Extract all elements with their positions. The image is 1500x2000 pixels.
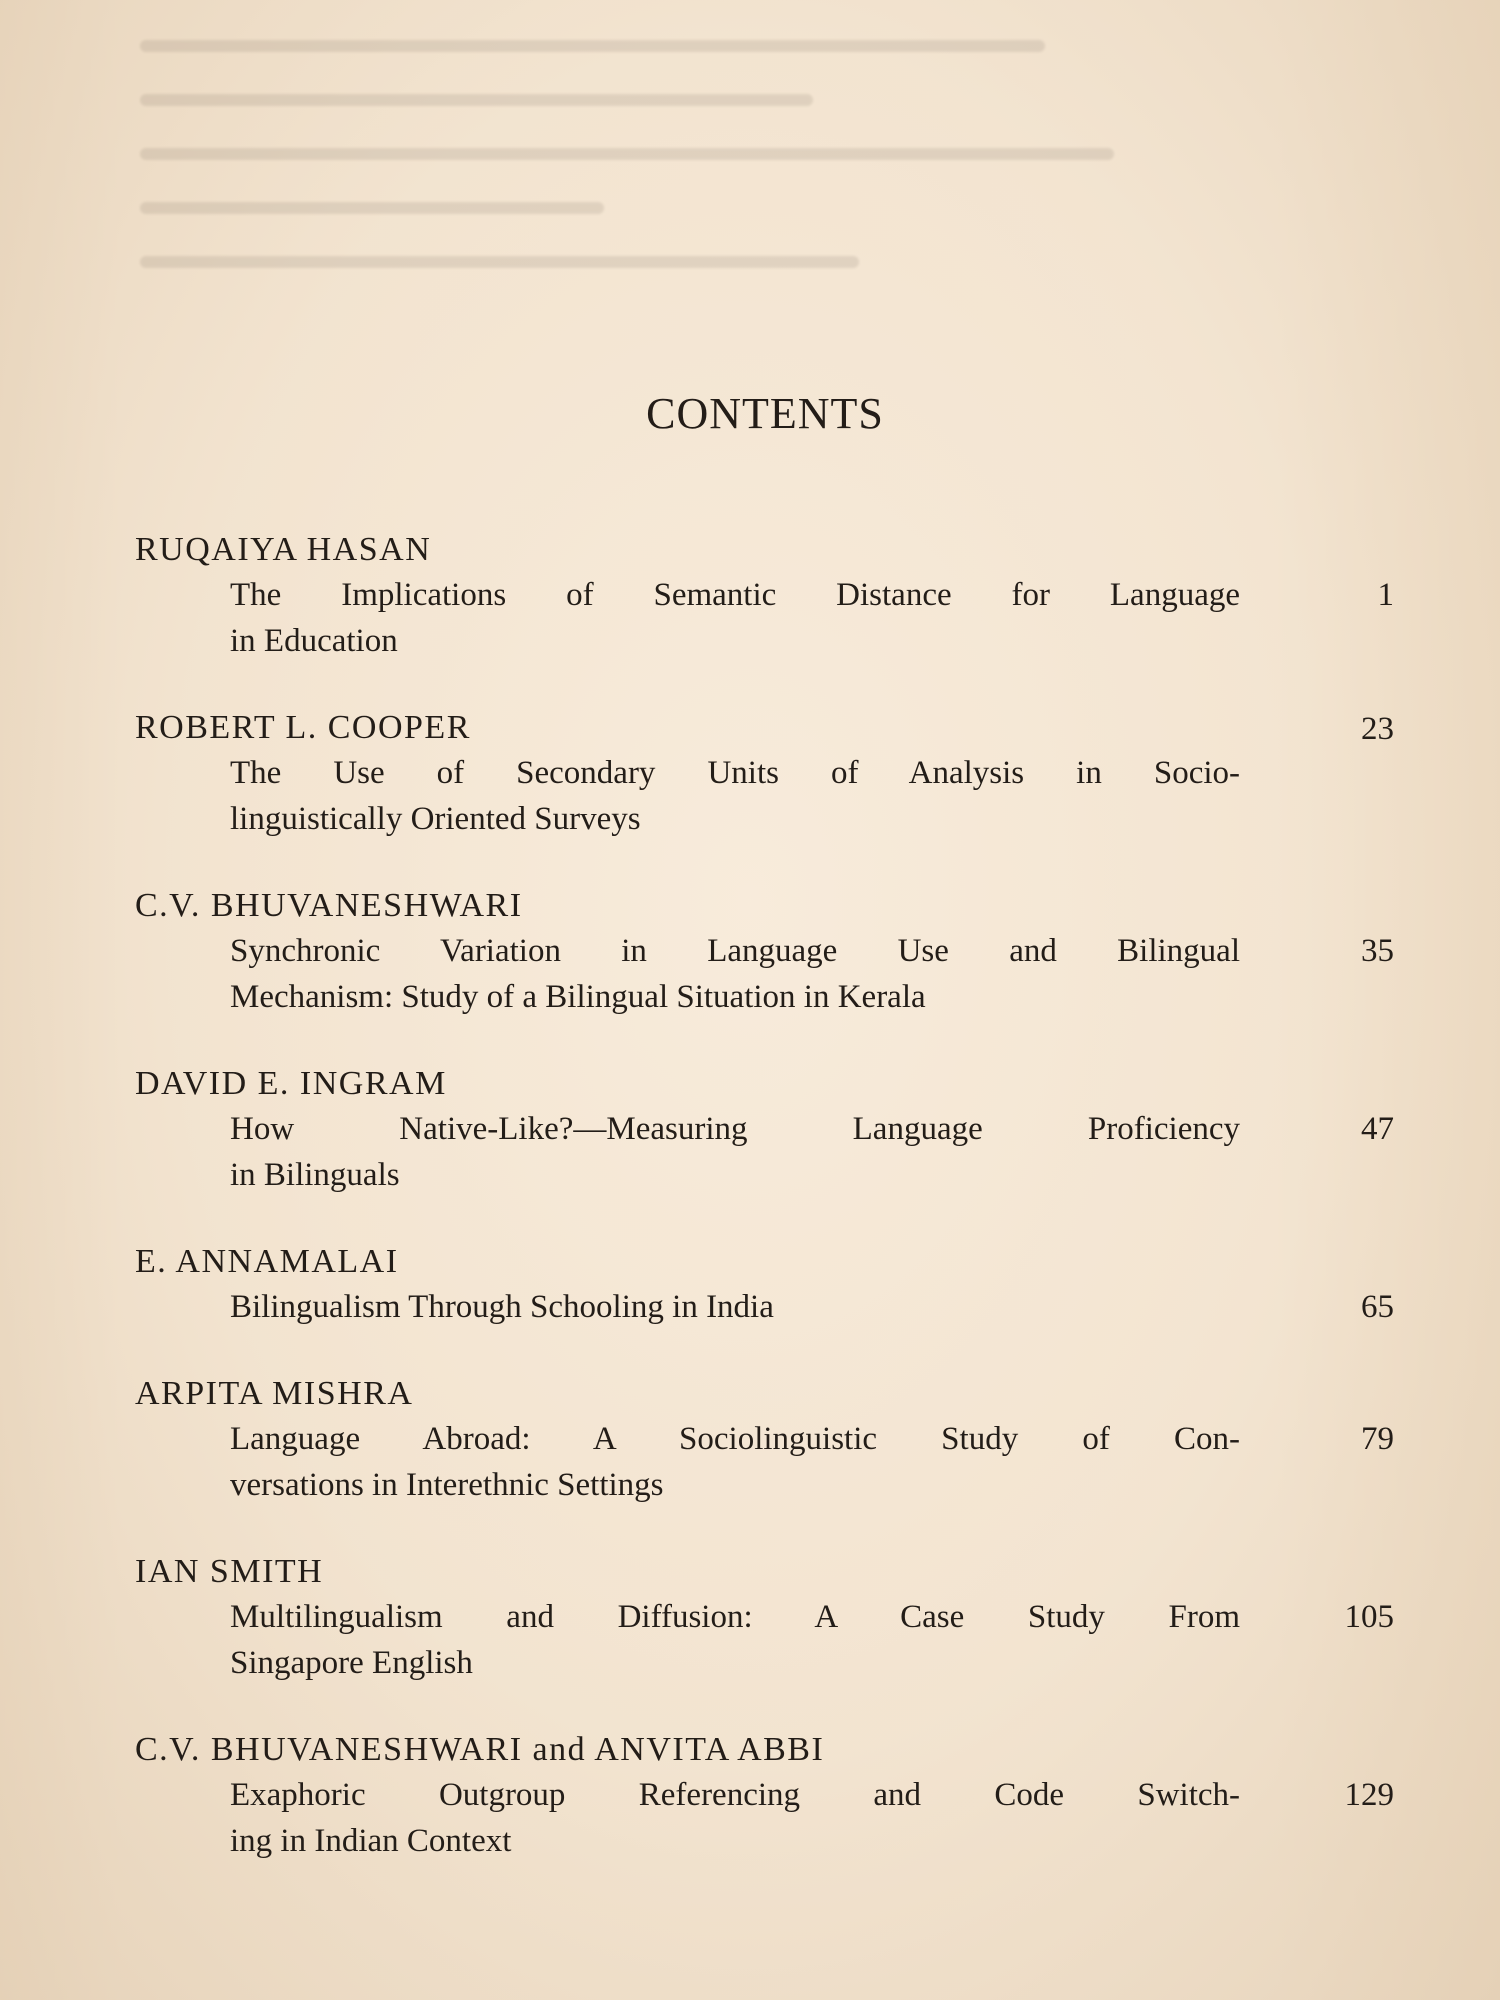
entry-title <box>230 928 1240 1020</box>
show-through-text <box>140 40 1300 300</box>
entry-title <box>230 1416 1240 1508</box>
entry-title <box>230 750 1240 842</box>
entry-title-line: The Use of Secondary Units of Analysis in Socio- <box>230 755 1240 791</box>
toc-entry <box>135 884 1400 1062</box>
entry-title-line: ing in Indian Context <box>230 1823 512 1859</box>
entry-title-line: How Native-Like?—Measuring Language Proficiency <box>230 1111 1240 1147</box>
entry-title-line: in Education <box>230 623 398 659</box>
entry-page-number: 105 <box>1344 1599 1394 1635</box>
toc-entry <box>135 1240 1400 1372</box>
entry-author: IAN SMITH <box>135 1553 324 1590</box>
entry-page-number: 1 <box>1377 577 1394 613</box>
entry-author: DAVID E. INGRAM <box>135 1065 447 1102</box>
entry-author: E. ANNAMALAI <box>135 1243 399 1280</box>
entry-title-line: versations in Interethnic Settings <box>230 1467 664 1503</box>
entry-title-line: Exaphoric Outgroup Referencing and Code Switch- <box>230 1777 1240 1813</box>
contents-list <box>135 528 1400 1906</box>
entry-title <box>230 1284 1240 1330</box>
contents-heading: CONTENTS <box>646 389 884 438</box>
entry-title-line: linguistically Oriented Surveys <box>230 801 641 837</box>
toc-entry <box>135 1062 1400 1240</box>
entry-author: C.V. BHUVANESHWARI <box>135 887 523 924</box>
entry-title <box>230 1772 1240 1864</box>
entry-author: C.V. BHUVANESHWARI and ANVITA ABBI <box>135 1731 825 1768</box>
entry-title-line: Mechanism: Study of a Bilingual Situation in Kerala <box>230 979 926 1015</box>
entry-title-line: The Implications of Semantic Distance for Language <box>230 577 1240 613</box>
entry-page-number: 47 <box>1361 1111 1394 1147</box>
toc-entry <box>135 528 1400 706</box>
entry-title-line: Synchronic Variation in Language Use and Bilingual <box>230 933 1240 969</box>
entry-page-number: 23 <box>1361 711 1394 747</box>
entry-page-number: 129 <box>1344 1777 1394 1813</box>
entry-author: RUQAIYA HASAN <box>135 531 432 568</box>
toc-entry <box>135 1372 1400 1550</box>
entry-title-line: Multilingualism and Diffusion: A Case Study From <box>230 1599 1240 1635</box>
toc-entry <box>135 706 1400 884</box>
toc-entry <box>135 1728 1400 1906</box>
entry-title-line: in Bilinguals <box>230 1157 400 1193</box>
entry-page-number: 35 <box>1361 933 1394 969</box>
entry-author: ARPITA MISHRA <box>135 1375 414 1412</box>
entry-title-line: Bilingualism Through Schooling in India <box>230 1289 774 1325</box>
entry-page-number: 79 <box>1361 1421 1394 1457</box>
entry-title-line: Singapore English <box>230 1645 473 1681</box>
entry-author: ROBERT L. COOPER <box>135 709 471 746</box>
toc-entry <box>135 1550 1400 1728</box>
entry-title <box>230 1594 1240 1686</box>
entry-title <box>230 572 1240 664</box>
entry-title <box>230 1106 1240 1198</box>
entry-page-number: 65 <box>1361 1289 1394 1325</box>
entry-title-line: Language Abroad: A Sociolinguistic Study of Con- <box>230 1421 1240 1457</box>
